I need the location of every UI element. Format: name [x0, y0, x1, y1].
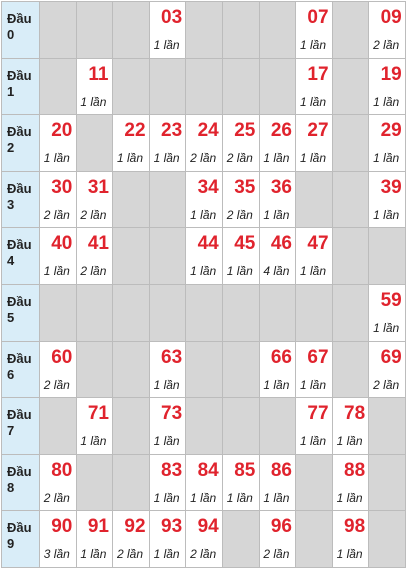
empty-cell: [186, 398, 223, 455]
number-value: 39: [380, 176, 402, 198]
number-cell: [77, 511, 114, 568]
occurrence-count: 1 lần: [299, 94, 326, 109]
number-cell: [186, 228, 223, 285]
number-cell: [369, 2, 406, 59]
number-value: 80: [51, 459, 73, 481]
number-value: 26: [270, 120, 292, 142]
occurrence-count: 1 lần: [263, 207, 290, 222]
number-cell: [113, 511, 150, 568]
occurrence-count: 2 lần: [190, 151, 217, 166]
empty-cell: [113, 398, 150, 455]
number-value: 27: [307, 120, 329, 142]
number-cell: [186, 455, 223, 512]
number-value: 71: [87, 403, 109, 425]
number-value: 78: [344, 403, 366, 425]
empty-cell: [40, 398, 77, 455]
empty-cell: [186, 59, 223, 116]
occurrence-count: 1 lần: [153, 377, 180, 392]
occurrence-count: 1 lần: [190, 490, 217, 505]
number-value: 44: [197, 233, 219, 255]
number-cell: [223, 172, 260, 229]
empty-cell: [186, 342, 223, 399]
occurrence-count: 2 lần: [43, 377, 70, 392]
occurrence-count: 1 lần: [153, 547, 180, 562]
row-header: [2, 398, 40, 455]
occurrence-count: 2 lần: [226, 207, 253, 222]
number-value: 25: [234, 120, 256, 142]
row-header-digit: 3: [7, 196, 15, 212]
number-cell: [223, 115, 260, 172]
occurrence-count: 2 lần: [263, 547, 290, 562]
empty-cell: [40, 2, 77, 59]
number-value: 19: [380, 63, 402, 85]
number-cell: [369, 172, 406, 229]
row-header: [2, 172, 40, 229]
number-cell: [150, 398, 187, 455]
row-header: [2, 455, 40, 512]
occurrence-count: 1 lần: [263, 490, 290, 505]
row-header-label: Đầu: [7, 520, 32, 536]
row-header-digit: 5: [7, 309, 15, 325]
occurrence-count: 1 lần: [226, 264, 253, 279]
occurrence-count: 4 lần: [263, 264, 290, 279]
number-value: 77: [307, 403, 329, 425]
number-value: 84: [197, 459, 219, 481]
number-cell: [77, 228, 114, 285]
number-cell: [333, 455, 370, 512]
occurrence-count: 3 lần: [43, 547, 70, 562]
row-header-label: Đầu: [7, 11, 32, 26]
occurrence-count: 1 lần: [43, 264, 70, 279]
empty-cell: [113, 59, 150, 116]
empty-cell: [223, 511, 260, 568]
lotto-frequency-table: [1, 1, 406, 568]
empty-cell: [40, 59, 77, 116]
row-header-label: Đầu: [7, 124, 32, 140]
number-cell: [150, 2, 187, 59]
number-cell: [40, 115, 77, 172]
empty-cell: [369, 398, 406, 455]
occurrence-count: 1 lần: [373, 207, 400, 222]
empty-cell: [150, 59, 187, 116]
empty-cell: [113, 342, 150, 399]
number-value: 29: [380, 120, 402, 142]
empty-cell: [150, 172, 187, 229]
occurrence-count: 1 lần: [299, 38, 326, 52]
number-cell: [369, 115, 406, 172]
empty-cell: [296, 455, 333, 512]
occurrence-count: 1 lần: [153, 151, 180, 166]
number-cell: [333, 511, 370, 568]
row-header-digit: 6: [7, 366, 15, 382]
number-value: 47: [307, 233, 329, 255]
number-cell: [186, 115, 223, 172]
empty-cell: [333, 59, 370, 116]
number-cell: [260, 228, 297, 285]
empty-cell: [223, 398, 260, 455]
occurrence-count: 2 lần: [116, 547, 143, 562]
occurrence-count: 1 lần: [190, 207, 217, 222]
occurrence-count: 2 lần: [80, 264, 107, 279]
number-cell: [296, 2, 333, 59]
occurrence-count: 2 lần: [43, 207, 70, 222]
number-cell: [40, 228, 77, 285]
empty-cell: [260, 285, 297, 342]
row-header: [2, 228, 40, 285]
number-value: 45: [234, 233, 256, 255]
row-header: [2, 285, 40, 342]
occurrence-count: 1 lần: [263, 377, 290, 392]
occurrence-count: 1 lần: [299, 264, 326, 279]
empty-cell: [333, 228, 370, 285]
number-value: 30: [51, 176, 73, 198]
empty-cell: [333, 115, 370, 172]
number-cell: [223, 455, 260, 512]
empty-cell: [77, 455, 114, 512]
number-cell: [260, 511, 297, 568]
number-cell: [296, 115, 333, 172]
row-header: [2, 342, 40, 399]
number-cell: [369, 285, 406, 342]
number-value: 73: [161, 403, 183, 425]
occurrence-count: 1 lần: [263, 151, 290, 166]
number-value: 36: [270, 176, 292, 198]
occurrence-count: 1 lần: [336, 490, 363, 505]
number-cell: [40, 172, 77, 229]
number-value: 90: [51, 516, 73, 538]
number-cell: [369, 342, 406, 399]
occurrence-count: 2 lần: [43, 490, 70, 505]
number-value: 92: [124, 516, 146, 538]
empty-cell: [260, 398, 297, 455]
number-value: 17: [307, 63, 329, 85]
number-value: 96: [270, 516, 292, 538]
occurrence-count: 1 lần: [336, 434, 363, 449]
number-cell: [333, 398, 370, 455]
number-value: 34: [197, 176, 219, 198]
occurrence-count: 2 lần: [80, 207, 107, 222]
number-cell: [296, 398, 333, 455]
number-cell: [113, 115, 150, 172]
number-value: 91: [87, 516, 109, 538]
number-cell: [296, 342, 333, 399]
occurrence-count: 1 lần: [190, 264, 217, 279]
number-value: 41: [87, 233, 109, 255]
row-header-label: Đầu: [7, 463, 32, 479]
occurrence-count: 1 lần: [373, 94, 400, 109]
row-header-label: Đầu: [7, 180, 32, 196]
number-value: 03: [161, 7, 183, 28]
row-header-digit: 7: [7, 423, 15, 439]
number-cell: [296, 228, 333, 285]
occurrence-count: 1 lần: [373, 320, 400, 335]
empty-cell: [77, 115, 114, 172]
occurrence-count: 1 lần: [153, 38, 180, 52]
number-cell: [369, 59, 406, 116]
number-value: 86: [270, 459, 292, 481]
empty-cell: [333, 285, 370, 342]
empty-cell: [260, 59, 297, 116]
number-value: 93: [161, 516, 183, 538]
number-cell: [150, 115, 187, 172]
row-header-label: Đầu: [7, 67, 32, 83]
number-value: 67: [307, 346, 329, 368]
row-header-digit: 2: [7, 140, 15, 156]
number-cell: [296, 59, 333, 116]
occurrence-count: 2 lần: [373, 377, 400, 392]
occurrence-count: 1 lần: [80, 94, 107, 109]
number-cell: [77, 59, 114, 116]
number-cell: [260, 115, 297, 172]
empty-cell: [296, 172, 333, 229]
occurrence-count: 2 lần: [373, 38, 400, 52]
number-cell: [150, 342, 187, 399]
row-header-digit: 1: [7, 83, 15, 99]
number-value: 59: [380, 289, 402, 311]
row-header-label: Đầu: [7, 407, 32, 423]
occurrence-count: 1 lần: [153, 490, 180, 505]
number-cell: [260, 342, 297, 399]
row-header: [2, 511, 40, 568]
empty-cell: [113, 455, 150, 512]
empty-cell: [186, 285, 223, 342]
occurrence-count: 1 lần: [80, 434, 107, 449]
empty-cell: [113, 172, 150, 229]
occurrence-count: 1 lần: [299, 377, 326, 392]
row-header-digit: 0: [7, 27, 15, 42]
number-cell: [260, 455, 297, 512]
number-cell: [150, 455, 187, 512]
occurrence-count: 1 lần: [299, 151, 326, 166]
occurrence-count: 1 lần: [336, 547, 363, 562]
row-header-digit: 8: [7, 479, 15, 495]
empty-cell: [369, 511, 406, 568]
empty-cell: [223, 342, 260, 399]
number-value: 35: [234, 176, 256, 198]
number-cell: [186, 172, 223, 229]
number-value: 66: [270, 346, 292, 368]
row-header: [2, 115, 40, 172]
number-value: 60: [51, 346, 73, 368]
occurrence-count: 1 lần: [373, 151, 400, 166]
number-cell: [223, 228, 260, 285]
number-cell: [77, 172, 114, 229]
number-value: 09: [380, 7, 402, 28]
empty-cell: [296, 285, 333, 342]
number-value: 94: [197, 516, 219, 538]
row-header-label: Đầu: [7, 237, 32, 253]
empty-cell: [77, 285, 114, 342]
number-value: 63: [161, 346, 183, 368]
number-cell: [40, 455, 77, 512]
row-header: [2, 2, 40, 59]
row-header: [2, 59, 40, 116]
number-value: 07: [307, 7, 329, 28]
empty-cell: [260, 2, 297, 59]
occurrence-count: 2 lần: [190, 547, 217, 562]
occurrence-count: 1 lần: [116, 151, 143, 166]
empty-cell: [223, 2, 260, 59]
empty-cell: [77, 342, 114, 399]
number-value: 22: [124, 120, 146, 142]
empty-cell: [77, 2, 114, 59]
number-value: 98: [344, 516, 366, 538]
empty-cell: [223, 285, 260, 342]
number-cell: [40, 342, 77, 399]
number-value: 69: [380, 346, 402, 368]
empty-cell: [223, 59, 260, 116]
empty-cell: [369, 455, 406, 512]
number-value: 46: [270, 233, 292, 255]
number-cell: [40, 511, 77, 568]
row-header-label: Đầu: [7, 293, 32, 309]
number-value: 20: [51, 120, 73, 142]
empty-cell: [40, 285, 77, 342]
row-header-digit: 9: [7, 536, 15, 552]
empty-cell: [113, 2, 150, 59]
empty-cell: [113, 228, 150, 285]
number-cell: [150, 511, 187, 568]
occurrence-count: 1 lần: [299, 434, 326, 449]
empty-cell: [113, 285, 150, 342]
number-cell: [260, 172, 297, 229]
occurrence-count: 1 lần: [226, 490, 253, 505]
number-value: 85: [234, 459, 256, 481]
empty-cell: [150, 285, 187, 342]
occurrence-count: 2 lần: [226, 151, 253, 166]
number-value: 88: [344, 459, 366, 481]
empty-cell: [333, 172, 370, 229]
number-value: 11: [88, 63, 109, 85]
empty-cell: [333, 342, 370, 399]
number-value: 31: [87, 176, 109, 198]
row-header-label: Đầu: [7, 350, 32, 366]
empty-cell: [296, 511, 333, 568]
occurrence-count: 1 lần: [153, 434, 180, 449]
number-cell: [186, 511, 223, 568]
empty-cell: [333, 2, 370, 59]
number-value: 40: [51, 233, 73, 255]
empty-cell: [369, 228, 406, 285]
empty-cell: [150, 228, 187, 285]
number-value: 23: [161, 120, 183, 142]
occurrence-count: 1 lần: [43, 151, 70, 166]
number-value: 24: [197, 120, 219, 142]
number-cell: [77, 398, 114, 455]
number-value: 83: [161, 459, 183, 481]
empty-cell: [186, 2, 223, 59]
occurrence-count: 1 lần: [80, 547, 107, 562]
row-header-digit: 4: [7, 253, 15, 269]
